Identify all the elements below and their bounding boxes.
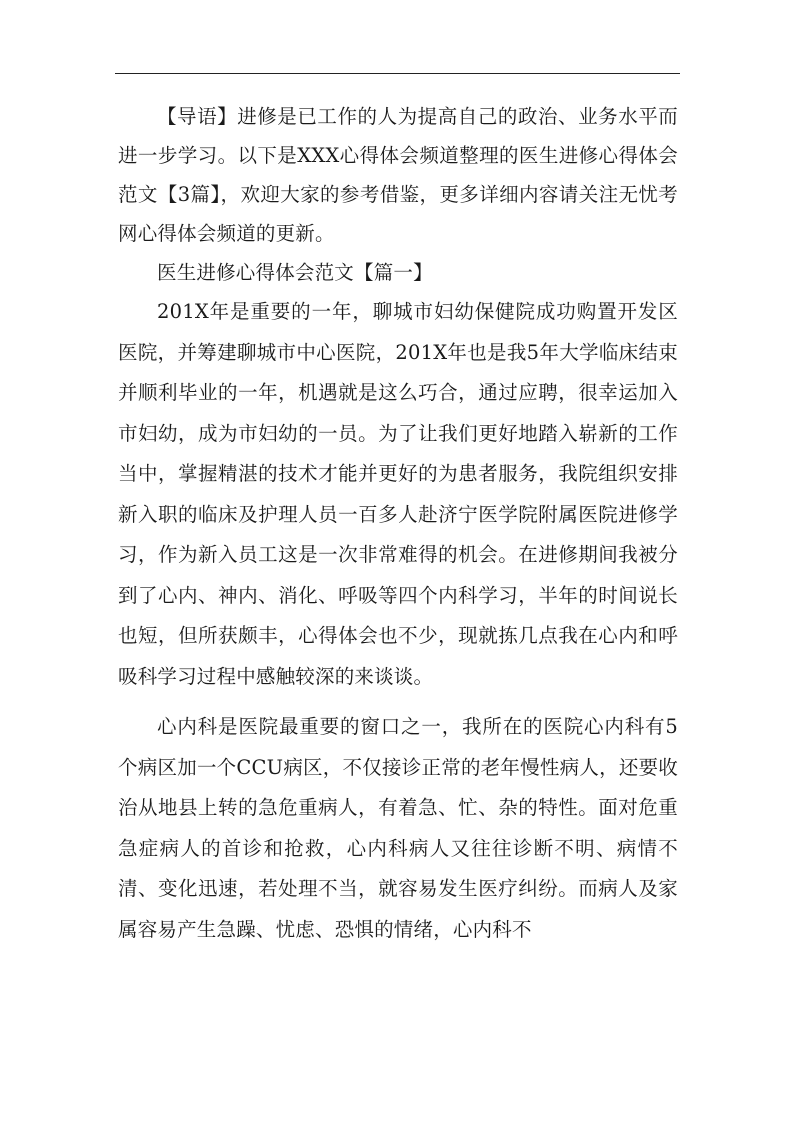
body-paragraph-2: 心内科是医院最重要的窗口之一，我所在的医院心内科有5个病区加一个CCU病区，不仅接诊正常的老年慢性病人，还要收治从地县上转的急危重病人，有着急、忙、杂的特性。面对危重急症病人的首诊和抢救，心内科病人又往往诊断不明、病情不清、变化迅速，若处理不当，就容易发生医疗纠纷。而病人及家属容易产生急躁、忧虑、恐惧的情绪，心内科不: [118, 715, 678, 941]
header-rule: [115, 73, 680, 74]
body-paragraph-1: 201X年是重要的一年，聊城市妇幼保健院成功购置开发区医院，并筹建聊城市中心医院，201X年也是我5年大学临床结束并顺利毕业的一年，机遇就是这么巧合，通过应聘，很幸运加入市妇幼，成为市妇幼的一员。为了让我们更好地踏入崭新的工作当中，掌握精湛的技术才能并更好的为患者服务，我院组织安排新入职的临床及护理人员一百多人赴济宁医学院附属医院进修学习，作为新入员工这是一次非常难得的机会。在进修期间我被分到了心内、神内、消化、呼吸等四个内科学习，半年的时间说长也短，但所获颇丰，心得体会也不少，现就拣几点我在心内和呼吸科学习过程中感触较深的来谈谈。: [118, 300, 678, 688]
section-title: 医生进修心得体会范文【篇一】: [157, 261, 433, 284]
document-body: [118, 97, 678, 950]
intro-paragraph: 【导语】进修是已工作的人为提高自己的政治、业务水平而进一步学习。以下是XXX心得体会频道整理的医生进修心得体会范文【3篇】，欢迎大家的参考借鉴，更多详细内容请关注无忧考网心得体会频道的更新。: [118, 105, 678, 245]
paragraph-gap: [118, 697, 678, 707]
